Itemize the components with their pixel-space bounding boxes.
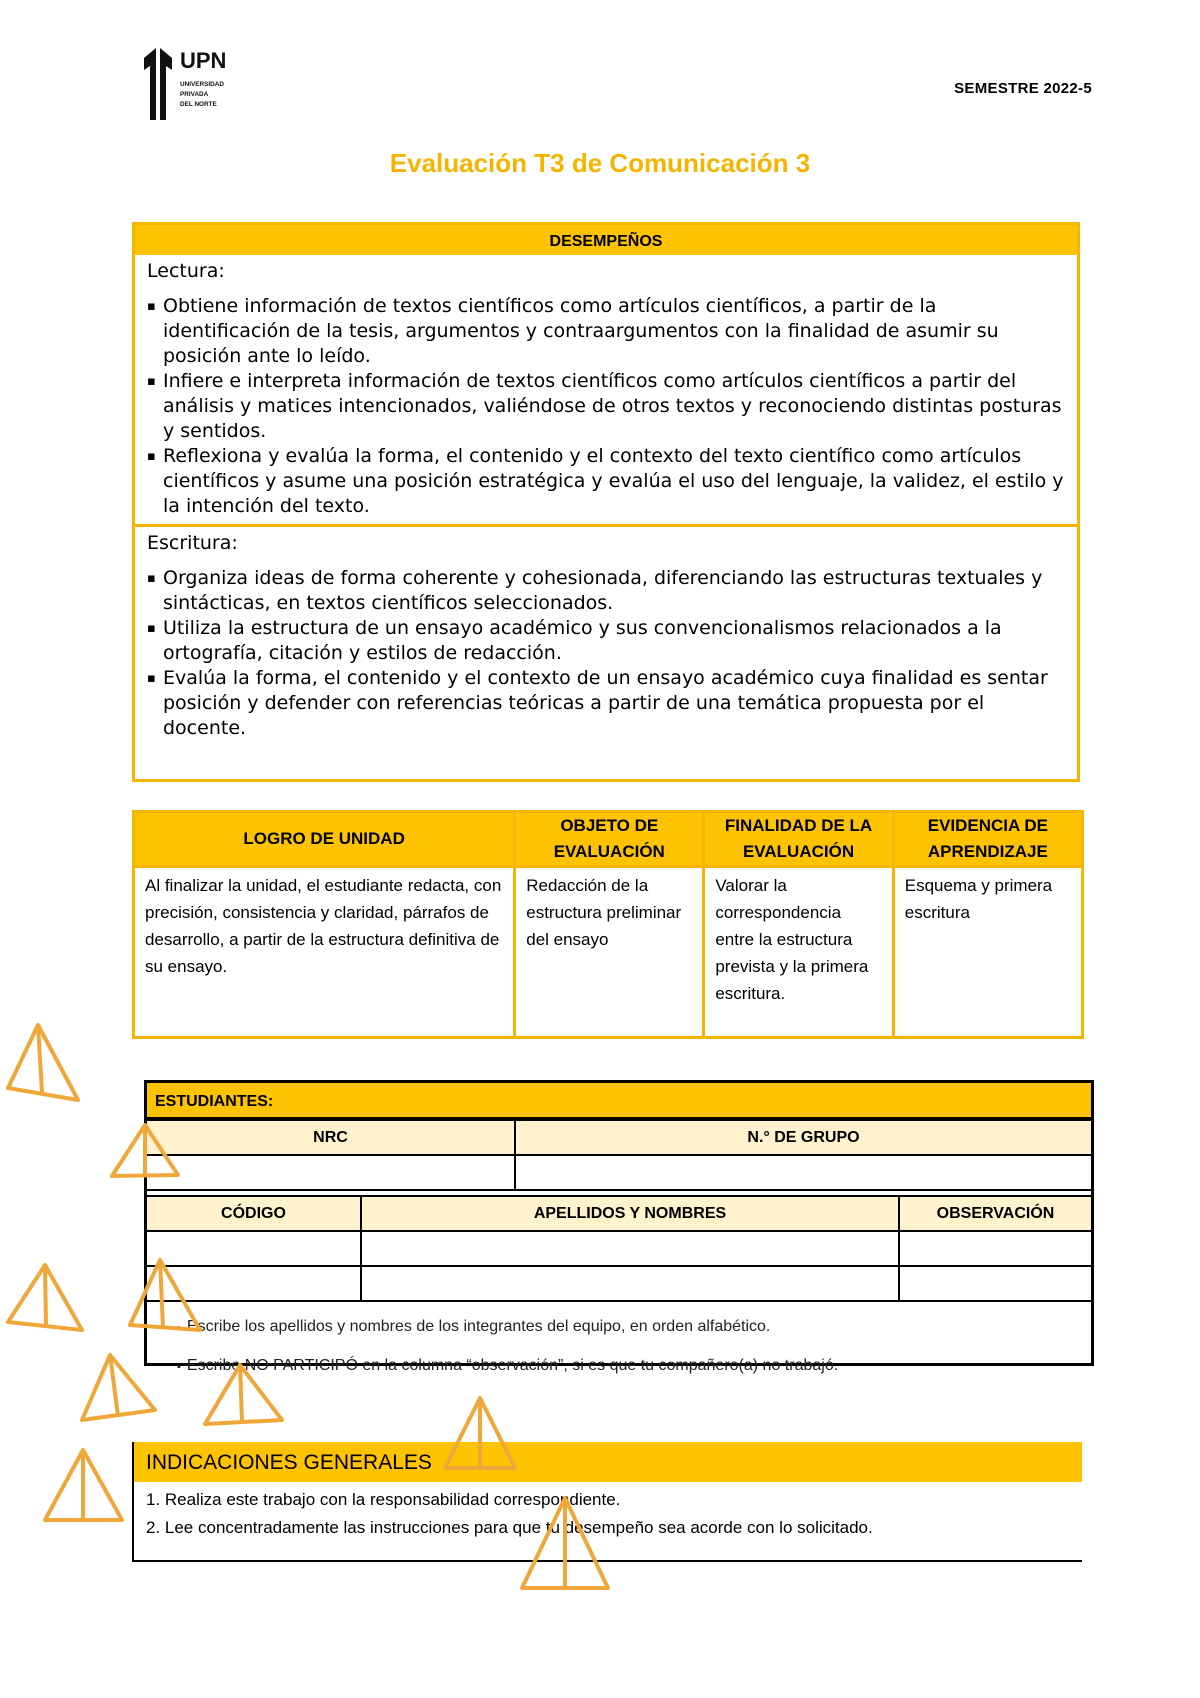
triangle-icon	[45, 1450, 122, 1520]
semester-label: SEMESTRE 2022-5	[954, 80, 1092, 97]
nombres-field[interactable]	[361, 1266, 899, 1301]
cell-finalidad: Valorar la correspondencia entre la estructura prevista y la primera escritura.	[702, 868, 891, 1036]
indicaciones-heading: INDICACIONES GENERALES	[132, 1442, 1082, 1482]
list-item: ▪ Utiliza la estructura de un ensayo académico y sus convencionalismos relacionados a la ortografía, citación y estilos de redacción.	[147, 616, 1065, 666]
indicaciones-body	[132, 1482, 1082, 1562]
table-row	[147, 1231, 1091, 1266]
logro-table	[132, 810, 1084, 1039]
page-title: Evaluación T3 de Comunicación 3	[389, 148, 811, 178]
note-item: ▪ Escribe NO PARTICIPÓ en la columna “observación”, si es que tu compañero(a) no trabajó.	[177, 1357, 839, 1374]
escritura-section	[135, 527, 1077, 741]
cell-objeto: Redacción de la estructura preliminar del ensayo	[513, 868, 702, 1036]
header-evidencia: EVIDENCIA DE APRENDIZAJE	[892, 813, 1081, 868]
list-item: 2. Lee concentradamente las instrucciones para que tu desempeño sea acorde con lo solicitado.	[146, 1518, 873, 1537]
estudiantes-box	[144, 1080, 1094, 1374]
list-item: ▪ Organiza ideas de forma coherente y cohesionada, diferenciando las estructuras textuales y sintácticas, en textos científicos seleccionados.	[147, 566, 1065, 616]
nombres-header: APELLIDOS Y NOMBRES	[361, 1196, 899, 1231]
nombres-field[interactable]	[361, 1231, 899, 1266]
cell-evidencia: Esquema y primera escritura	[892, 868, 1081, 1036]
escritura-label: Escritura:	[147, 532, 238, 554]
codigo-field[interactable]	[147, 1266, 361, 1301]
observacion-field[interactable]	[899, 1266, 1091, 1301]
triangle-icon	[8, 1265, 82, 1330]
header-logro: LOGRO DE UNIDAD	[135, 813, 513, 868]
estudiantes-heading: ESTUDIANTES:	[147, 1083, 1091, 1119]
observacion-header: OBSERVACIÓN	[899, 1196, 1091, 1231]
nrc-grupo-table	[147, 1119, 1091, 1191]
list-item: ▪ Reflexiona y evalúa la forma, el contenido y el contexto del texto científico como artículos científicos y asume una posición estratégica y evalúa el uso del lenguaje, la validez, el estilo y la intención del texto.	[147, 444, 1065, 519]
nrc-label: NRC	[147, 1120, 515, 1155]
observacion-field[interactable]	[899, 1231, 1091, 1266]
indicaciones-box	[132, 1442, 1082, 1562]
svg-text:PRIVADA: PRIVADA	[180, 91, 209, 98]
logo-text: UPN	[180, 48, 227, 73]
lectura-label: Lectura:	[147, 260, 225, 282]
header-finalidad: FINALIDAD DE LA EVALUACIÓN	[702, 813, 891, 868]
triangle-icon	[8, 1025, 78, 1100]
note-item: ▪ Escribe los apellidos y nombres de los integrantes del equipo, en orden alfabético.	[177, 1318, 771, 1335]
grupo-field[interactable]	[515, 1155, 1091, 1190]
codigo-header: CÓDIGO	[147, 1196, 361, 1231]
lectura-section	[135, 255, 1077, 527]
codigo-field[interactable]	[147, 1231, 361, 1266]
students-table	[147, 1195, 1091, 1302]
table-row	[147, 1266, 1091, 1301]
svg-text:DEL NORTE: DEL NORTE	[180, 101, 217, 108]
list-item: ▪ Obtiene información de textos científicos como artículos científicos, a partir de la identificación de la tesis, argumentos y contraargumentos con la finalidad de asumir su posición ante lo leído.	[147, 294, 1065, 369]
grupo-label: N.° DE GRUPO	[515, 1120, 1091, 1155]
list-item: ▪ Evalúa la forma, el contenido y el contexto de un ensayo académico cuya finalidad es sentar posición y defender con referencias teóricas a partir de una temática propuesta por el docente.	[147, 666, 1065, 741]
cell-logro: Al finalizar la unidad, el estudiante redacta, con precisión, consistencia y claridad, párrafos de desarrollo, a partir de la estructura definitiva de su ensayo.	[145, 876, 502, 976]
list-item: ▪ Infiere e interpreta información de textos científicos como artículos científicos a partir del análisis y matices intencionados, valiéndose de otros textos y reconociendo distintas posturas y sentidos.	[147, 369, 1065, 444]
list-item: 1. Realiza este trabajo con la responsabilidad correspondiente.	[146, 1490, 621, 1509]
desempenos-heading: DESEMPEÑOS	[135, 225, 1077, 255]
nrc-field[interactable]	[147, 1155, 515, 1190]
header-objeto: OBJETO DE EVALUACIÓN	[513, 813, 702, 868]
upn-logo	[140, 46, 260, 122]
svg-text:UNIVERSIDAD: UNIVERSIDAD	[180, 81, 225, 88]
desempenos-box	[132, 222, 1080, 782]
instructions-notes	[147, 1302, 1091, 1386]
